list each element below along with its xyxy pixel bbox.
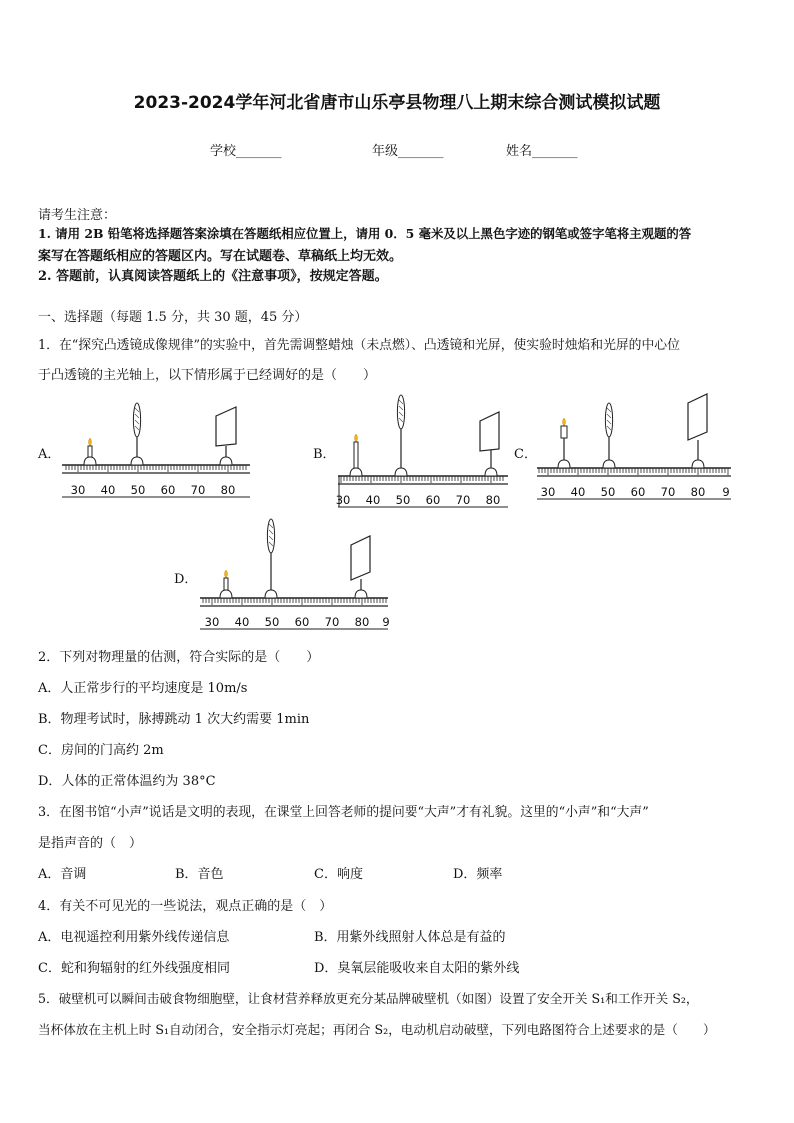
tick-label: 9 <box>382 615 390 629</box>
convex-lens <box>603 403 615 468</box>
convex-lens <box>265 519 277 598</box>
tick-label: 60 <box>425 493 441 507</box>
q1-line1: 1．在“探究凸透镜成像规律”的实验中，首先需调整蜡烛（未点燃）、凸透镜和光屏，使实验时烛焰和光屏的中心位 <box>38 338 680 353</box>
tick-label: 40 <box>570 485 586 499</box>
ruler-labels <box>71 483 236 497</box>
q3-option-d: D．频率 <box>453 867 503 882</box>
tick-label: 40 <box>234 615 250 629</box>
tick-label: 80 <box>485 493 501 507</box>
tick-label: 50 <box>130 483 146 497</box>
convex-lens <box>395 395 407 476</box>
section-heading: 一、选择题（每题 1.5 分，共 30 题，45 分） <box>38 310 308 325</box>
q3-option-c: C．响度 <box>314 867 363 882</box>
tick-label: 30 <box>204 615 220 629</box>
tick-label: 70 <box>324 615 340 629</box>
q4-stem: 4．有关不可见光的一些说法，观点正确的是（ ） <box>38 899 333 914</box>
candle <box>558 418 570 468</box>
q1-option-b-label: B． <box>313 447 336 462</box>
q1-option-d-label: D． <box>174 572 198 587</box>
q2-option-c: C．房间的门高约 2m <box>38 743 164 758</box>
notice-item-1b: 案写在答题纸相应的答题区内。写在试题卷、草稿纸上均无效。 <box>38 249 403 264</box>
q4-option-b: B．用紫外线照射人体总是有益的 <box>314 930 506 945</box>
tick-label: 80 <box>354 615 370 629</box>
tick-label: 60 <box>294 615 310 629</box>
candle <box>350 434 362 476</box>
notice-heading: 请考生注意： <box>38 208 117 223</box>
q1-option-b-figure <box>336 392 511 510</box>
tick-label: 50 <box>264 615 280 629</box>
tick-label: 60 <box>160 483 176 497</box>
school-field: 学校_______ <box>210 144 282 159</box>
optical-bench <box>338 476 508 507</box>
light-screen <box>480 412 499 476</box>
tick-label: 50 <box>395 493 411 507</box>
q3-option-b: B．音色 <box>175 867 224 882</box>
name-field: 姓名_______ <box>506 144 578 159</box>
tick-label: 9 <box>722 485 730 499</box>
tick-label: 50 <box>600 485 616 499</box>
tick-label: 70 <box>190 483 206 497</box>
tick-label: 60 <box>630 485 646 499</box>
tick-label: 30 <box>70 483 86 497</box>
q1-option-a-figure <box>60 398 255 500</box>
q1-option-c-label: C． <box>514 447 537 462</box>
tick-label: 80 <box>220 483 236 497</box>
candle <box>84 438 96 465</box>
tick-label: 30 <box>540 485 556 499</box>
ruler-ticks <box>66 465 246 472</box>
tick-label: 40 <box>365 493 381 507</box>
q3-option-a: A．音调 <box>38 867 87 882</box>
tick-label: 80 <box>690 485 706 499</box>
grade-field: 年级_______ <box>372 144 444 159</box>
q4-option-d: D．臭氧层能吸收来自太阳的紫外线 <box>314 961 520 976</box>
q1-option-c-figure <box>535 392 735 504</box>
tick-label: 70 <box>455 493 471 507</box>
q4-option-a: A．电视遥控利用紫外线传递信息 <box>38 930 230 945</box>
q1-option-a-label: A． <box>38 447 61 462</box>
convex-lens <box>131 403 143 465</box>
q4-option-c: C．蛇和狗辐射的红外线强度相同 <box>38 961 230 976</box>
tick-label: 30 <box>336 493 351 507</box>
notice-item-1a: 1. 请用 2B 铅笔将选择题答案涂填在答题纸相应位置上，请用 0．5 毫米及以上黑色字迹的钢笔或签字笔将主观题的答 <box>38 226 692 241</box>
tick-label: 70 <box>660 485 676 499</box>
q5-line2: 当杯体放在主机上时 S₁自动闭合，安全指示灯亮起；再闭合 S₂，电动机启动破壁，下列电路图符合上述要求的是（ ） <box>38 1022 716 1037</box>
light-screen <box>688 394 707 468</box>
candle <box>220 570 232 598</box>
page-title: 2023-2024学年河北省唐市山乐亭县物理八上期末综合测试模拟试题 <box>133 93 661 113</box>
q3-line2: 是指声音的（ ） <box>38 836 143 851</box>
q2-stem: 2．下列对物理量的估测，符合实际的是（ ） <box>38 650 320 665</box>
light-screen <box>351 536 370 598</box>
light-screen <box>216 407 236 465</box>
q2-option-b: B．物理考试时，脉搏跳动 1 次大约需要 1min <box>38 712 310 727</box>
notice-item-2: 2. 答题前，认真阅读答题纸上的《注意事项》，按规定答题。 <box>38 269 388 284</box>
tick-label: 40 <box>100 483 116 497</box>
q2-option-a: A．人正常步行的平均速度是 10m/s <box>38 681 248 696</box>
q1-line2: 于凸透镜的主光轴上，以下情形属于已经调好的是（ ） <box>38 368 377 383</box>
q1-option-d-figure <box>198 516 393 632</box>
q2-option-d: D．人体的正常体温约为 38°C <box>38 774 216 789</box>
q3-line1: 3．在图书馆“小声”说话是文明的表现，在课堂上回答老师的提问要“大声”才有礼貌。这里的“小声”和“大声” <box>38 805 649 820</box>
q5-line1: 5．破壁机可以瞬间击破食物细胞壁，让食材营养释放更充分某品牌破壁机（如图）设置了安全开关 S₁和工作开关 S₂， <box>38 991 699 1006</box>
